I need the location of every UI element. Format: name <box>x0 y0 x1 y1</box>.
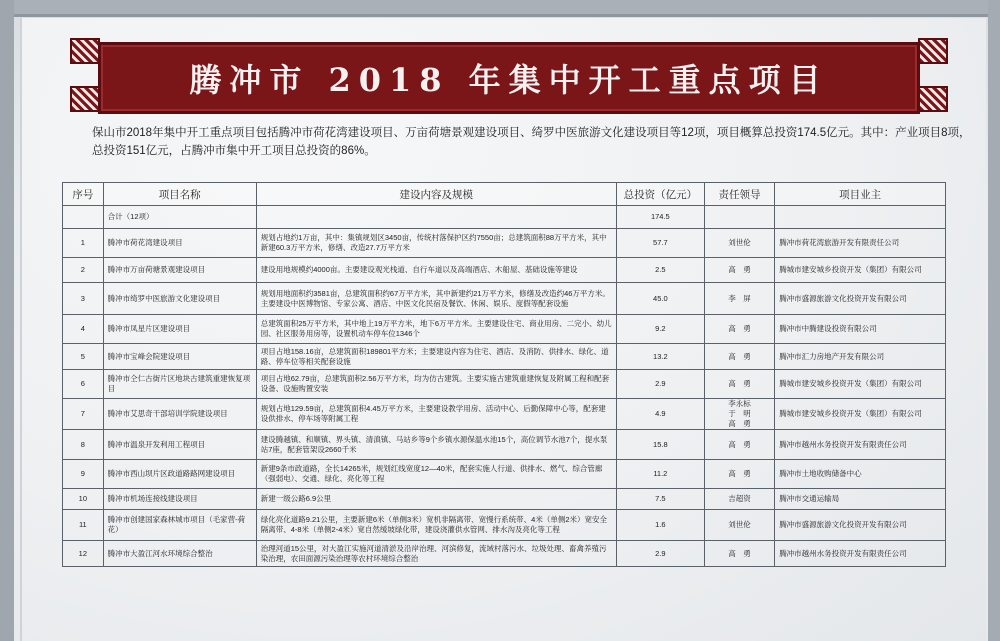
row-owner: 腾冲市越州水务投资开发有限责任公司 <box>775 541 946 567</box>
row-name: 腾冲市宝峰会院建设项目 <box>103 344 256 370</box>
row-content: 项目占地158.16亩，总建筑面积189801平方米；主要建设内容为住宅、酒店、及消防、供排水、绿化、道路、停车位等相关配套设施 <box>256 344 616 370</box>
total-investment: 174.5 <box>616 206 704 229</box>
row-leader: 高 勇 <box>704 315 774 344</box>
row-name: 腾冲市绮罗中医旅游文化建设项目 <box>103 283 256 315</box>
row-investment: 2.5 <box>616 258 704 283</box>
header-leader: 责任领导 <box>704 183 774 206</box>
row-investment: 2.9 <box>616 541 704 567</box>
total-no-cell <box>63 206 104 229</box>
ornament-bottom-right <box>918 86 948 112</box>
row-content: 规划占地129.59亩，总建筑面积4.45万平方米，主要建设教学用房、活动中心、后勤保障中心等，配套建设供排水、停车场等附属工程 <box>256 399 616 430</box>
row-name: 腾冲市创建国家森林城市项目（毛家营-荷花） <box>103 510 256 541</box>
table-row <box>63 258 946 283</box>
total-leader-cell <box>704 206 774 229</box>
header-owner: 项目业主 <box>775 183 946 206</box>
row-leader: 刘世伦 <box>704 510 774 541</box>
table-row <box>63 510 946 541</box>
row-name: 腾冲市荷花湾建设项目 <box>103 229 256 258</box>
row-name: 腾冲市机场连接线建设项目 <box>103 489 256 510</box>
table-row <box>63 229 946 258</box>
row-leader: 李永标 于 明 高 勇 <box>704 399 774 430</box>
row-leader: 高 勇 <box>704 541 774 567</box>
row-name: 腾冲市凤星片区建设项目 <box>103 315 256 344</box>
ornament-top-right <box>918 38 948 64</box>
header-no: 序号 <box>63 183 104 206</box>
row-content: 建设用地规模约4000亩。主要建设观光栈道、自行车道以及高端酒店、木船屋、基础设施等建设 <box>256 258 616 283</box>
total-content-cell <box>256 206 616 229</box>
row-owner: 腾冲市中腾建设投资有限公司 <box>775 315 946 344</box>
table-row <box>63 283 946 315</box>
row-investment: 2.9 <box>616 370 704 399</box>
row-no: 6 <box>63 370 104 399</box>
row-investment: 15.8 <box>616 430 704 460</box>
row-name: 腾冲市仝仁古街片区地块古建筑重建恢复项目 <box>103 370 256 399</box>
row-no: 8 <box>63 430 104 460</box>
row-name: 腾冲市温泉开发利用工程项目 <box>103 430 256 460</box>
table-row <box>63 344 946 370</box>
row-no: 11 <box>63 510 104 541</box>
projects-table <box>62 182 946 567</box>
row-investment: 45.0 <box>616 283 704 315</box>
row-owner: 腾冲市越州水务投资开发有限责任公司 <box>775 430 946 460</box>
row-leader: 李 屏 <box>704 283 774 315</box>
row-investment: 7.5 <box>616 489 704 510</box>
row-owner: 腾城市建安城乡投资开发（集团）有限公司 <box>775 258 946 283</box>
row-owner: 腾冲市盛源旅游文化投资开发有限公司 <box>775 510 946 541</box>
row-investment: 1.6 <box>616 510 704 541</box>
row-no: 1 <box>63 229 104 258</box>
row-investment: 11.2 <box>616 460 704 489</box>
table-row <box>63 460 946 489</box>
row-investment: 13.2 <box>616 344 704 370</box>
title-banner <box>98 42 920 114</box>
header-investment: 总投资（亿元） <box>616 183 704 206</box>
row-name: 腾冲市西山坝片区政道路路网建设项目 <box>103 460 256 489</box>
table-row <box>63 541 946 567</box>
row-no: 5 <box>63 344 104 370</box>
board-frame-right <box>988 0 1000 641</box>
row-name: 腾冲市万亩荷塘景观建设项目 <box>103 258 256 283</box>
board-frame-left <box>0 0 14 641</box>
table-header-row <box>63 183 946 206</box>
table-row <box>63 370 946 399</box>
row-leader: 高 勇 <box>704 344 774 370</box>
row-investment: 9.2 <box>616 315 704 344</box>
row-owner: 腾冲市土地收购储备中心 <box>775 460 946 489</box>
table-row <box>63 315 946 344</box>
row-no: 4 <box>63 315 104 344</box>
total-label: 合计（12项） <box>103 206 256 229</box>
table-row <box>63 399 946 430</box>
page-title: 腾冲市 2018 年集中开工重点项目 <box>189 61 829 99</box>
board-frame-top <box>0 0 1000 17</box>
row-investment: 57.7 <box>616 229 704 258</box>
row-content: 项目占地62.79亩，总建筑面积2.56万平方米，均为仿古建筑。主要实施古建筑重建恢复及附属工程和配套设备、设施购置安装 <box>256 370 616 399</box>
total-row <box>63 206 946 229</box>
row-no: 10 <box>63 489 104 510</box>
row-no: 7 <box>63 399 104 430</box>
row-owner: 腾冲市交通运输局 <box>775 489 946 510</box>
row-content: 新建9条市政道路，全长14265米，规划红线宽度12—40米，配套实施人行道、供排水、燃气、综合管廊（强弱电）、交通、绿化、亮化等工程 <box>256 460 616 489</box>
row-owner: 腾冲市汇力房地产开发有限公司 <box>775 344 946 370</box>
row-no: 9 <box>63 460 104 489</box>
row-leader: 吉超资 <box>704 489 774 510</box>
row-owner: 腾城市建安城乡投资开发（集团）有限公司 <box>775 399 946 430</box>
table-row <box>63 489 946 510</box>
row-content: 新建一级公路6.9公里 <box>256 489 616 510</box>
row-owner: 腾城市建安城乡投资开发（集团）有限公司 <box>775 370 946 399</box>
row-content: 总建筑面积25万平方米，其中地上19万平方米，地下6万平方米。主要建设住宅、商业用房、二完小、幼儿园、社区服务用房等，设置机动车停车位1346个 <box>256 315 616 344</box>
row-content: 治理河道15公里，对大盈江实施河道清淤及沿岸治理、河滨修复，流域村落污水、垃圾处理、畜禽养殖污染治理，农田面源污染治理等农村环境综合整治 <box>256 541 616 567</box>
row-no: 3 <box>63 283 104 315</box>
ornament-bottom-left <box>70 86 100 112</box>
intro-paragraph: 保山市2018年集中开工重点项目包括腾冲市荷花湾建设项目、万亩荷塘景观建设项目、绮罗中医旅游文化建设项目等12项，项目概算总投资174.5亿元。其中：产业项目8项，总投资151亿元，占腾冲市集中开工项目总投资的86%。 <box>92 127 971 157</box>
row-owner: 腾冲市荷花湾旅游开发有限责任公司 <box>775 229 946 258</box>
row-name: 腾冲市大盈江河水环境综合整治 <box>103 541 256 567</box>
row-content: 建设腾越镇、和顺镇、界头镇、清滇镇、马站乡等9个乡镇水源保温水池15个，高位调节水池7个，提水泵站7座，配套管架设2660千米 <box>256 430 616 460</box>
row-leader: 高 勇 <box>704 430 774 460</box>
row-investment: 4.9 <box>616 399 704 430</box>
table-row <box>63 430 946 460</box>
row-content: 绿化亮化道路9.21公里，主要新建6米（单侧3米）宽机非隔离带、宽慢行系统带、4米（单侧2米）宽安全隔离带、4-8米（单侧2-4米）宽自然缓坡绿化带，建设浇灌供水管网、排水沟及亮化等工程 <box>256 510 616 541</box>
header-name: 项目名称 <box>103 183 256 206</box>
total-owner-cell <box>775 206 946 229</box>
row-no: 2 <box>63 258 104 283</box>
row-leader: 高 勇 <box>704 460 774 489</box>
header-content: 建设内容及规模 <box>256 183 616 206</box>
row-content: 规划占地约1万亩，其中：集镇规划区3450亩，传统村落保护区约7550亩；总建筑面积88万平方米，其中新建60.3万平方米，修缮、改造27.7万平方米 <box>256 229 616 258</box>
row-owner: 腾冲市盛源旅游文化投资开发有限公司 <box>775 283 946 315</box>
row-name: 腾冲市艾思奇干部培训学院建设项目 <box>103 399 256 430</box>
row-content: 规划用地面积约3581亩，总建筑面积约67万平方米，其中新建约21万平方米，修缮及改造约46万平方米。主要建设中医博物馆、专家公寓、酒店、中医文化民宿及餐饮、休闲、娱乐、度假等配套设施 <box>256 283 616 315</box>
row-leader: 高 勇 <box>704 258 774 283</box>
ornament-top-left <box>70 38 100 64</box>
row-no: 12 <box>63 541 104 567</box>
row-leader: 高 勇 <box>704 370 774 399</box>
row-leader: 刘世伦 <box>704 229 774 258</box>
